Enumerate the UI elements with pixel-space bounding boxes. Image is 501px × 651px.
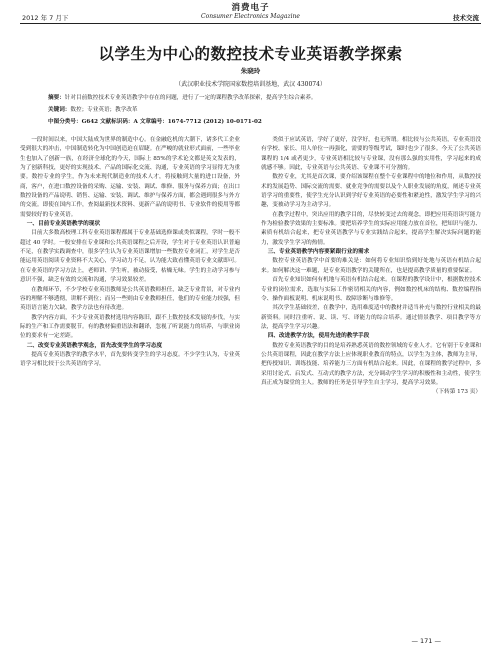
issue-date: 2012 年 7 月下 [22, 14, 69, 22]
paragraph: 一段时间以来，中国大陆成为世界的制造中心。在金融危机的大潮下，诸多代工企业受到很大的冲击，中国制造转化为中国创造迫在眉睫。在严峻的就业形式面前，一些毕业生也加入了创新一族，在经济全球化的今天，国际上 85%的学术论文都是英文发表的，为了创新科技，更好的实现技术、产品的国际化交流、沟通，专业英语的学习显得尤为重要。数控专业的学生，作为未来现代制造业的技术人才，将接触到大量的进口设备，外商，客户，在进口数控设备的采购、运输、安装、调试、维修、服务与保养方面；在出口数控设备的产品说明、销售、运输、安装、调试、维护与保养方面，都会遇到很多与外方的交流。即使在国内工作，查阅最新技术资料、更新产品的说明书、专业软件的使用等都需要较好的专业英语。 [20, 137, 240, 218]
abstract-text: 针对目前数控技术专业英语教学中存在的问题，进行了一定的课程教学改革探索，提高学生综合素养。 [64, 95, 317, 101]
classification-line: 中图分类号：G642 文献标识码：A 文章编号：1674-7712 (2012) 10-0171-02 [48, 119, 262, 125]
paragraph: 教学内容方面，不少专业英语教材选用内容陈旧，跟不上数控技术发展的步伐，与实际的生产和工作需要脱节。有的教材偏重语法和翻译，忽视了听说能力的培养，与职业岗位的要求有一定差距。 [20, 314, 240, 340]
paragraph: 数控专业英语教学中首要的难关是：如何将专业知识恰到好处地与英语有机结合起来。如何解决这一难题，是专业英语教学的关键所在，也是提高教学质量的重要保证。 [261, 258, 481, 274]
page-header [0, 0, 501, 26]
author-affiliation: （武汉职业技术学院国家数控培训基地，武汉 430074） [175, 81, 326, 88]
abstract [48, 94, 458, 103]
header-rule [20, 23, 481, 24]
article-title: 以学生为中心的数控技术专业英语教学探索 [98, 45, 403, 63]
paragraph: 其次学生基础较差，在教学中，选用难度适中的教材并适当补充与数控行业相关的最新资料。同时注重听、说、读、写、译能力的综合培养。通过情景教学、项目教学等方法，提高学生学习兴趣。 [261, 305, 481, 330]
left-column [20, 136, 240, 634]
publication-name: Consumer Electronics Magazine [201, 13, 300, 20]
paragraph: 首先专业知识如何有机地与英语有机结合起来。在课程的教学设计中，根据数控技术专业的岗位需求，选取与实际工作密切相关的内容，例如数控机床的结构、数控编程指令、操作面板说明、机床说明书、故障诊断与维修等。 [261, 277, 481, 302]
paragraph: 类似于应试英语，学好了更好，没学好，也无所谓。相比较与公共英语，专业英语没有学校、家长、用人单位一再强化，需要的等级考试，课时也少了很多。今天了公共英语课程的 1/4 或者更少，专业英语相比较与专业课，没有那么强的实用性，学习起来的成就感不够。因此，专业英语与公共英语、专业课不可分割的。 [261, 137, 481, 172]
paragraph: 目前大多数高校理工科专业英语课程都属于专业基础选修课或类似课程，学时一般不超过 40 学时。一般安排在专业课和公共英语课程之后开设，学生对于专业英语认识普遍不足，在教学实践调查中，很多学生认为专业英语课增加一些数控专业词汇，对学生是否能运用英语阅读专业资料不大关心，学习动力不足，认为能大致看懂英语专业文献即可。在专业英语的学习方法上，老师讲、学生听，被动接受，枯燥无味。学生的主动学习参与意识不强，缺乏有效的交流和沟通，学习效果较差。 [20, 230, 240, 284]
right-column [261, 136, 481, 634]
paragraph: 数控专业，尤其是首次课，要介绍该课程在整个专业课程中的地位和作用，从数控技术的发展趋势、国际交流的需要、就业竞争的需要以及个人职业发展的角度，阐述专业英语学习的重要性，使学生充分认识到学好专业英语的必要性和紧迫性，激发学生学习的兴趣，变被动学习为主动学习。 [261, 174, 481, 209]
section-name: 技术交流 [453, 14, 479, 22]
keywords [48, 106, 458, 115]
section-heading: 三、专业英语教学内容要紧跟行业的需求 [267, 249, 370, 256]
section-heading: 四、改进教学方法，使用先进的教学手段 [267, 333, 370, 340]
continued-note: （下转第 173 页） [432, 389, 481, 396]
paragraph: 提高专业英语教学的教学水平，首先要转变学生的学习态度。不少学生认为，专业英语学习相比较于公共英语的学习， [20, 351, 240, 368]
keywords-text: 数控；专业英语；教学改革 [70, 107, 138, 113]
section-heading: 一、目前专业英语教学的现状 [26, 221, 101, 228]
abstract-label: 摘要： [48, 95, 65, 101]
article-author: 朱晓玲 [240, 67, 261, 75]
keywords-label: 关键词： [48, 107, 71, 113]
section-heading: 二、改变专业英语教学观念，首先改变学生的学习态度 [26, 342, 163, 349]
paragraph: 数控专业英语教学的目的是培养熟悉英语的数控领域的专业人才。它有别于专业课和公共英语课程，因此在教学方法上应体现职业教育的特点，以学生为主体，教师为主导，把传授知识、训练技能、培养能力三方面有机结合起来。因此，在课程的教学过程中，多采用讨论式、启发式、互动式的教学方法，充分调动学生学习的积极性和主动性，使学生真正成为课堂的主人。教师的任务是引导学生自主学习，提高学习效果。 [261, 342, 481, 386]
page-number: — 171 — [411, 637, 441, 645]
paragraph: 在教师环节，不少学校专业英语教师是公共英语教师担任，缺乏专业背景，对专业内容的理解不够透彻，讲解不到位；而另一些则由专业教师担任，他们的专业能力较强，但英语语言能力欠缺，教学方法也有待改进。 [20, 286, 240, 312]
magazine-name: 消费电子 [231, 3, 270, 13]
paragraph: 在教学过程中，突出应用的教学目的，尽快转变过去的观念，即把应用英语读写能力作为检验教学效果的主要标准。要把培养学生的实际应用能力放在首位，把知识与能力、素质有机结合起来，把专业英语教学与专业实践结合起来，提高学生解决实际问题的能力，激发学生学习的热情。 [261, 211, 481, 246]
